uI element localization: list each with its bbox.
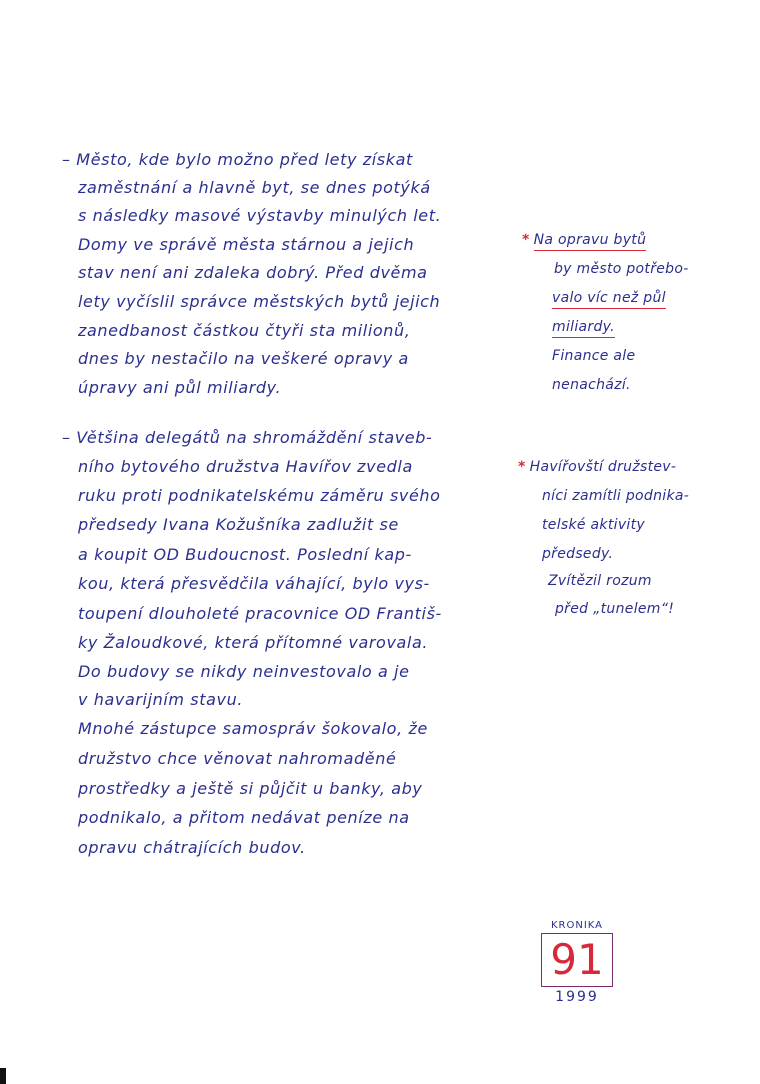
stamp-year: 1999 — [555, 989, 599, 1005]
red-asterisk-icon: * — [518, 459, 526, 475]
margin-note-line: Finance ale — [552, 348, 636, 364]
margin-note-line: níci zamítli podnika- — [542, 488, 690, 504]
text-line: Do budovy se nikdy neinvestovalo a je — [78, 662, 410, 681]
note-text: valo víc než půl — [552, 290, 666, 309]
text-line: ruku proti podnikatelskému záměru svého — [78, 486, 441, 505]
margin-note-line — [552, 319, 615, 335]
text-line: zaměstnání a hlavně byt, se dnes potýká — [78, 178, 431, 197]
text-line: prostředky a ještě si půjčit u banky, aby — [78, 779, 423, 798]
text-line: a koupit OD Budoucnost. Poslední kap- — [78, 545, 412, 564]
text-line: družstvo chce věnovat nahromaděné — [78, 749, 397, 768]
red-asterisk-icon: * — [522, 232, 530, 248]
text-line: toupení dlouholeté pracovnice OD Františ- — [78, 604, 442, 623]
scan-edge-mark — [0, 1068, 6, 1084]
note-text: Havířovští družstev- — [529, 459, 677, 475]
text-line: Mnohé zástupce samospráv šokovalo, že — [78, 719, 428, 738]
margin-note-line: telské aktivity — [542, 517, 645, 533]
text-line: Domy ve správě města stárnou a jejich — [78, 235, 415, 254]
note-text: miliardy. — [552, 319, 615, 338]
text-line: úpravy ani půl miliardy. — [78, 378, 282, 397]
text-line: ního bytového družstva Havířov zvedla — [78, 457, 413, 476]
page-stamp — [541, 920, 613, 1005]
margin-note-line: by město potřebo- — [554, 261, 689, 277]
margin-note-line: před „tunelem“! — [555, 601, 675, 617]
text-line: ky Žaloudkové, která přítomné varovala. — [78, 633, 429, 652]
margin-note-line: nenachází. — [552, 377, 631, 393]
text-line: dnes by nestačilo na veškeré opravy a — [78, 349, 409, 368]
text-line: zanedbanost částkou čtyři sta milionů, — [78, 321, 411, 340]
text-line: podnikalo, a přitom nedávat peníze na — [78, 808, 410, 827]
text-line: kou, která přesvědčila váhající, bylo vys- — [78, 574, 430, 593]
text-line: – Město, kde bylo možno před lety získat — [62, 150, 413, 169]
text-line: předsedy Ivana Kožušníka zadlužit se — [78, 515, 399, 534]
page-number: 91 — [541, 934, 613, 987]
margin-note-line: Zvítězil rozum — [548, 573, 652, 589]
margin-note-line: předsedy. — [542, 546, 614, 562]
margin-note-line — [518, 459, 676, 475]
note-text: Na opravu bytů — [534, 232, 647, 251]
text-line: opravu chátrajících budov. — [78, 838, 306, 857]
text-line: s následky masové výstavby minulých let. — [78, 206, 442, 225]
stamp-label: KRONIKA — [541, 920, 613, 934]
margin-note-line — [522, 232, 646, 248]
text-line: stav není ani zdaleka dobrý. Před dvěma — [78, 263, 428, 282]
text-line: lety vyčíslil správce městských bytů jejich — [78, 292, 441, 311]
text-line: – Většina delegátů na shromáždění staveb- — [62, 428, 433, 447]
margin-note-line — [552, 290, 666, 306]
text-line: v havarijním stavu. — [78, 690, 244, 709]
